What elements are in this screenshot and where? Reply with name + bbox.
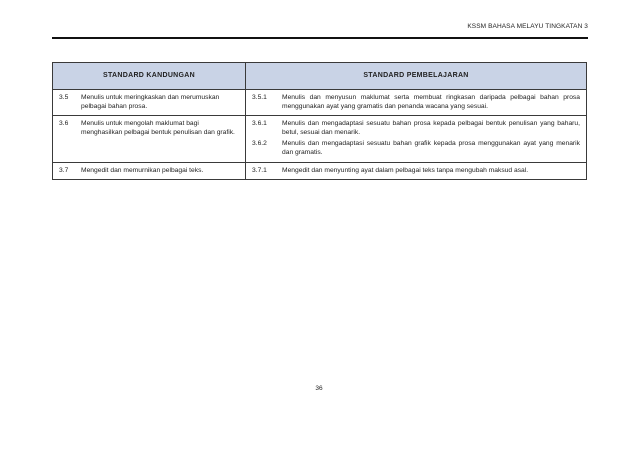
column-header-learning-standard: STANDARD PEMBELAJARAN: [246, 63, 587, 90]
content-standard-text: Menulis untuk mengolah maklumat bagi menghasilkan pelbagai bentuk penulisan dan grafik.: [81, 120, 235, 136]
curriculum-table: [52, 62, 587, 180]
learning-standard-cell: [246, 90, 587, 116]
learning-standard-number: 3.6.1: [252, 120, 267, 128]
content-standard-cell: [53, 90, 246, 116]
header-rule: [52, 37, 588, 39]
content-standard-number: 3.5: [59, 94, 69, 101]
content-standard-number: 3.6: [59, 120, 69, 128]
learning-standard-text: Menulis dan mengadaptasi sesuatu bahan prosa kepada pelbagai bentuk penulisan yang baharu, betul, sesuai dan menarik.: [282, 120, 580, 136]
learning-standard-item: [246, 140, 580, 157]
learning-standard-number: 3.5.1: [252, 94, 267, 101]
content-standard-item: [53, 120, 239, 137]
content-standard-cell: [53, 116, 246, 162]
learning-standard-cell: [246, 162, 587, 180]
table-header-row: [53, 63, 587, 90]
content-standard-number: 3.7: [59, 166, 69, 174]
document-header-title: KSSM BAHASA MELAYU TINGKATAN 3: [467, 23, 588, 30]
learning-standard-item: [246, 167, 580, 176]
table-row: [53, 116, 587, 162]
content-standard-cell: [53, 162, 246, 180]
content-standard-item: [53, 94, 239, 111]
table-row: [53, 90, 587, 116]
learning-standard-text: Mengedit dan menyunting ayat dalam pelbagai teks tanpa mengubah maksud asal.: [282, 166, 529, 174]
content-standard-item: [53, 167, 239, 176]
learning-standard-cell: [246, 116, 587, 162]
page-number: 36: [315, 385, 323, 392]
learning-standard-number: 3.6.2: [252, 140, 267, 148]
learning-standard-number: 3.7.1: [252, 166, 267, 174]
learning-standard-text: Menulis dan menyusun maklumat serta membuat ringkasan daripada pelbagai bahan prosa menggunakan ayat yang gramatis dan penanda wacana yang sesuai.: [282, 94, 580, 110]
learning-standard-item: [246, 120, 580, 137]
content-standard-text: Mengedit dan memurnikan pelbagai teks.: [81, 166, 204, 174]
learning-standard-text: Menulis dan mengadaptasi sesuatu bahan grafik kepada prosa menggunakan ayat yang menarik dan gramatis.: [282, 140, 580, 156]
table-row: [53, 162, 587, 180]
content-standard-text: Menulis untuk meringkaskan dan merumuskan pelbagai bahan prosa.: [81, 94, 220, 110]
learning-standard-item: [246, 94, 580, 111]
column-header-content-standard: STANDARD KANDUNGAN: [53, 63, 246, 90]
